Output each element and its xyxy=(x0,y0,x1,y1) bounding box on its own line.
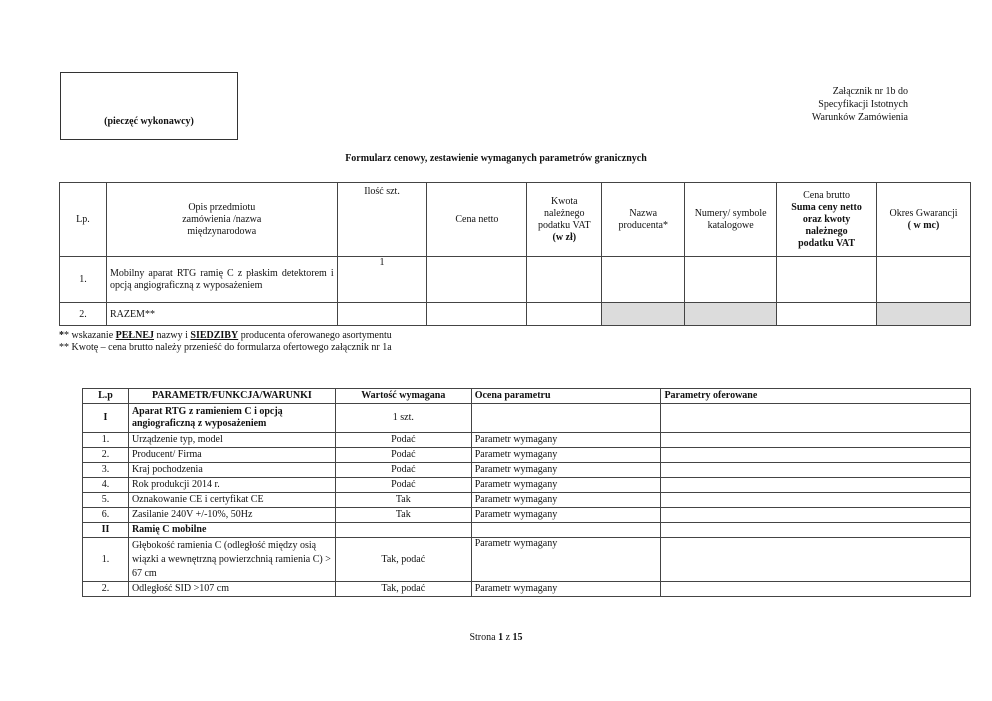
row-wartosc: Tak, podać xyxy=(335,538,471,582)
row-ocena: Parametr wymagany xyxy=(471,463,661,478)
section-lp: II xyxy=(83,523,129,538)
table-row-total xyxy=(60,303,971,326)
params-header-param: PARAMETR/FUNKCJA/WARUNKI xyxy=(128,389,335,404)
footnotes xyxy=(59,330,392,354)
attachment-line-3: Warunków Zamówienia xyxy=(811,112,908,123)
row-lp: 2. xyxy=(83,448,129,463)
row-param: Odległość SID >107 cm xyxy=(128,582,335,597)
row-oferowane-cell[interactable] xyxy=(661,538,971,582)
section-row xyxy=(83,523,971,538)
params-header-oferowane: Parametry oferowane xyxy=(661,389,971,404)
header-ilosc: Ilość szt. xyxy=(337,183,427,257)
row-param: Głębokość ramienia C (odległość między osią wiązki a wewnętrzną powierzchnią ramienia C) > 67 cm xyxy=(128,538,335,582)
row-ocena: Parametr wymagany xyxy=(471,538,661,582)
row-oferowane-cell[interactable] xyxy=(661,582,971,597)
nazwa-producenta-cell[interactable] xyxy=(602,257,685,303)
row-lp: 5. xyxy=(83,493,129,508)
section-name: Ramię C mobilne xyxy=(128,523,335,538)
table-row xyxy=(83,538,971,582)
form-title: Formularz cenowy, zestawienie wymaganych parametrów granicznych xyxy=(345,153,647,164)
price-table xyxy=(59,182,971,326)
section-ocena xyxy=(471,523,661,538)
total-nazwa-cell xyxy=(602,303,685,326)
section-ocena xyxy=(471,404,661,433)
total-okres-cell xyxy=(877,303,971,326)
row-lp: 2. xyxy=(60,303,107,326)
section-oferowane-cell[interactable] xyxy=(661,523,971,538)
row-lp: 2. xyxy=(83,582,129,597)
params-header-ocena: Ocena parametru xyxy=(471,389,661,404)
row-oferowane-cell[interactable] xyxy=(661,463,971,478)
okres-gwarancji-cell[interactable] xyxy=(877,257,971,303)
section-name: Aparat RTG z ramieniem C i opcją angiograficzną z wyposażeniem xyxy=(128,404,335,433)
header-numery-katalogowe: Numery/ symbole katalogowe xyxy=(685,183,777,257)
row-opis: Mobilny aparat RTG ramię C z płaskim detektorem i opcją angiograficzną z wyposażeniem xyxy=(106,257,337,303)
section-wartosc xyxy=(335,523,471,538)
params-header-lp: L.p xyxy=(83,389,129,404)
section-row xyxy=(83,404,971,433)
header-kwota-vat: Kwota należnego podatku VAT (w zł) xyxy=(527,183,602,257)
row-wartosc: Podać xyxy=(335,448,471,463)
total-numery-cell xyxy=(685,303,777,326)
row-wartosc: Podać xyxy=(335,433,471,448)
header-lp: Lp. xyxy=(60,183,107,257)
row-ocena: Parametr wymagany xyxy=(471,582,661,597)
row-param: Rok produkcji 2014 r. xyxy=(128,478,335,493)
total-pages: 15 xyxy=(512,632,523,643)
row-ocena: Parametr wymagany xyxy=(471,448,661,463)
table-row xyxy=(83,433,971,448)
table-row xyxy=(83,448,971,463)
price-table-header xyxy=(60,183,971,257)
table-row xyxy=(83,493,971,508)
row-oferowane-cell[interactable] xyxy=(661,448,971,463)
row-ocena: Parametr wymagany xyxy=(471,493,661,508)
attachment-line-2: Specyfikacji Istotnych xyxy=(818,99,908,110)
section-wartosc: 1 szt. xyxy=(335,404,471,433)
kwota-vat-cell[interactable] xyxy=(527,257,602,303)
row-wartosc: Podać xyxy=(335,478,471,493)
cena-netto-cell[interactable] xyxy=(427,257,527,303)
row-param: Oznakowanie CE i certyfikat CE xyxy=(128,493,335,508)
page-footer: Strona 1 z 15 xyxy=(469,632,523,643)
header-opis: Opis przedmiotu zamówienia /nazwa międzynarodowa xyxy=(106,183,337,257)
row-lp: 6. xyxy=(83,508,129,523)
total-cena-brutto-cell[interactable] xyxy=(777,303,877,326)
attachment-note xyxy=(812,85,908,124)
row-ilosc: 1 xyxy=(337,257,427,303)
header-cena-netto: Cena netto xyxy=(427,183,527,257)
stamp-label: (pieczęć wykonawcy) xyxy=(104,116,194,127)
row-oferowane-cell[interactable] xyxy=(661,508,971,523)
row-param: Kraj pochodzenia xyxy=(128,463,335,478)
row-oferowane-cell[interactable] xyxy=(661,433,971,448)
table-row xyxy=(83,582,971,597)
table-row xyxy=(83,478,971,493)
section-oferowane-cell[interactable] xyxy=(661,404,971,433)
row-razem: RAZEM** xyxy=(106,303,337,326)
params-header-wartosc: Wartość wymagana xyxy=(335,389,471,404)
row-wartosc: Podać xyxy=(335,463,471,478)
row-param: Urządzenie typ, model xyxy=(128,433,335,448)
row-oferowane-cell[interactable] xyxy=(661,478,971,493)
contractor-stamp-box xyxy=(60,72,238,140)
table-row xyxy=(83,463,971,478)
row-lp: 1. xyxy=(83,433,129,448)
cena-brutto-cell[interactable] xyxy=(777,257,877,303)
row-lp: 1. xyxy=(83,538,129,582)
row-wartosc: Tak, podać xyxy=(335,582,471,597)
total-kwota-vat-cell[interactable] xyxy=(527,303,602,326)
row-oferowane-cell[interactable] xyxy=(661,493,971,508)
row-wartosc: Tak xyxy=(335,493,471,508)
header-okres-gwarancji: Okres Gwarancji ( w mc) xyxy=(877,183,971,257)
table-row xyxy=(83,508,971,523)
row-lp: 1. xyxy=(60,257,107,303)
row-ocena: Parametr wymagany xyxy=(471,433,661,448)
row-param: Zasilanie 240V +/-10%, 50Hz xyxy=(128,508,335,523)
current-page: 1 xyxy=(498,632,504,643)
header-nazwa-producenta: Nazwa producenta* xyxy=(602,183,685,257)
row-wartosc: Tak xyxy=(335,508,471,523)
footnote-1: ** wskazanie PEŁNEJ nazwy i SIEDZIBY producenta oferowanego asortymentu xyxy=(59,330,392,341)
numery-katalogowe-cell[interactable] xyxy=(685,257,777,303)
total-cena-netto-cell[interactable] xyxy=(427,303,527,326)
attachment-line-1: Załącznik nr 1b do xyxy=(832,86,908,97)
params-header xyxy=(83,389,971,404)
row-param: Producent/ Firma xyxy=(128,448,335,463)
header-cena-brutto: Cena brutto Suma ceny netto oraz kwoty należnego podatku VAT xyxy=(777,183,877,257)
footnote-2: ** Kwotę – cena brutto należy przenieść do formularza ofertowego załącznik nr 1a xyxy=(59,342,392,353)
table-row xyxy=(60,257,971,303)
row-lp: 3. xyxy=(83,463,129,478)
row-lp: 4. xyxy=(83,478,129,493)
section-lp: I xyxy=(83,404,129,433)
params-table xyxy=(82,388,971,597)
row-ocena: Parametr wymagany xyxy=(471,508,661,523)
row-ocena: Parametr wymagany xyxy=(471,478,661,493)
total-ilosc-cell xyxy=(337,303,427,326)
